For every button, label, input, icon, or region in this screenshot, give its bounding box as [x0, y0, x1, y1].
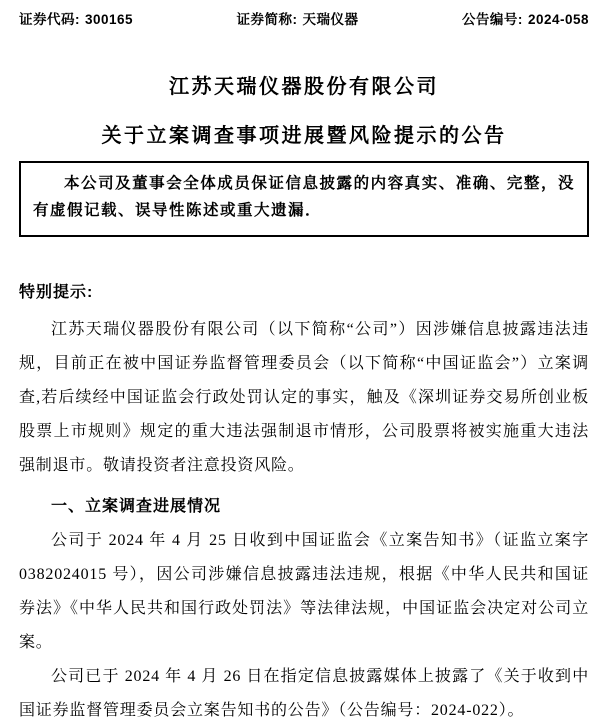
paragraph-disclosure-announcement: 公司已于 2024 年 4 月 26 日在指定信息披露媒体上披露了《关于收到中国证券监督管理委员会立案告知书的公告》（公告编号：2024-022）。	[19, 668, 589, 719]
stock-name-label: 证券简称:	[236, 12, 298, 27]
announcement-number	[462, 8, 589, 28]
announcement-number-value: 2024-058	[527, 12, 589, 27]
document-header-row	[19, 8, 589, 28]
company-name-title: 江苏天瑞仪器股份有限公司	[169, 76, 439, 98]
special-notice-paragraph: 江苏天瑞仪器股份有限公司（以下简称“公司”）因涉嫌信息披露违法违规，目前正在被中国证券监督管理委员会（以下简称“中国证监会”）立案调查,若后续经中国证监会行政处罚认定的事实，触及《深圳证券交易所创业板股票上市规则》规定的重大违法强制退市情形，公司股票将被实施重大违法强制退市。敬请投资者注意投资风险。	[19, 321, 589, 474]
paragraph-case-filing-notice: 公司于 2024 年 4 月 25 日收到中国证监会《立案告知书》（证监立案字 0382024015 号），因公司涉嫌信息披露违法违规，根据《中华人民共和国证券法》《中华人民共和国行政处罚法》等法律法规，中国证监会决定对公司立案。	[19, 532, 589, 651]
special-notice-heading: 特别提示:	[19, 284, 94, 301]
stock-name-value: 天瑞仪器	[302, 12, 359, 27]
stock-code	[19, 8, 133, 28]
stock-code-value: 300165	[85, 12, 134, 27]
disclaimer-box	[19, 161, 589, 237]
section-heading-investigation-progress: 一、立案调查进展情况	[51, 498, 222, 515]
disclaimer-text: 本公司及董事会全体成员保证信息披露的内容真实、准确、完整，没有虚假记载、误导性陈述或重大遗漏．	[33, 175, 575, 219]
document-title-block	[19, 70, 589, 148]
announcement-title: 关于立案调查事项进展暨风险提示的公告	[101, 125, 507, 147]
stock-name	[237, 8, 359, 28]
stock-code-label: 证券代码:	[19, 12, 80, 27]
announcement-number-label: 公告编号:	[461, 12, 523, 27]
